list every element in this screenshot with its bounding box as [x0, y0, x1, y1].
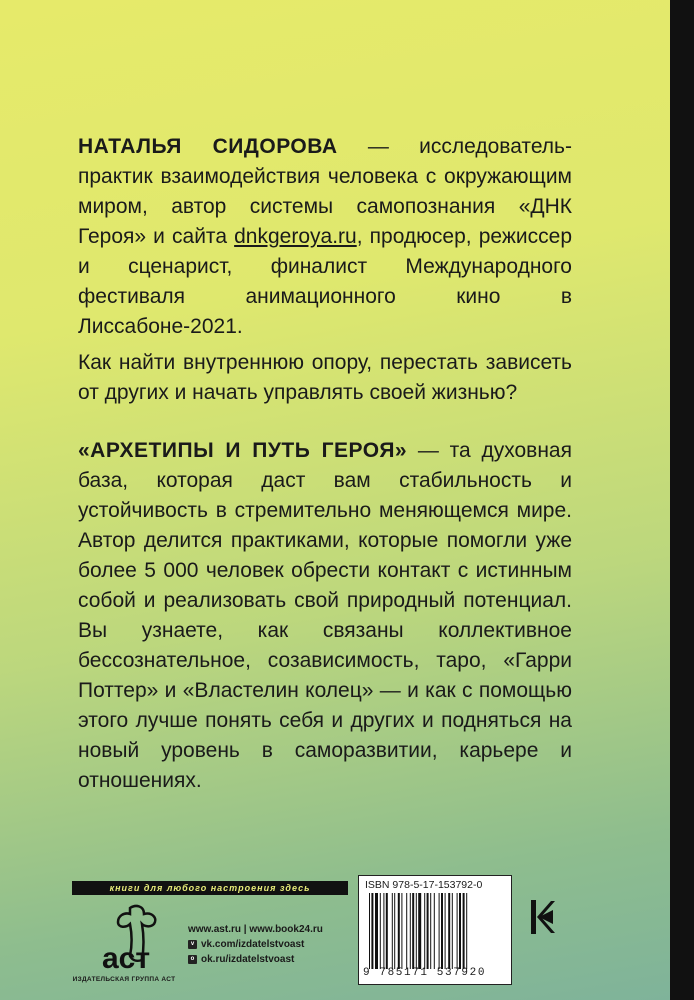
tagline-bar: книги для любого настроения здесь [72, 881, 348, 895]
k-publisher-icon [527, 898, 557, 936]
barcode-bar [439, 893, 440, 969]
ok-icon: o [188, 955, 197, 964]
barcode-bar [406, 893, 407, 969]
barcode-bar [463, 893, 465, 969]
barcode-bar [466, 893, 467, 969]
ok-link[interactable]: ok.ru/izdatelstvoast [201, 954, 295, 965]
book-title: «АРХЕТИПЫ И ПУТЬ ГЕРОЯ» [78, 439, 408, 462]
vk-link[interactable]: vk.com/izdatelstvoast [201, 939, 305, 950]
author-website-link[interactable]: dnkgeroya.ru [234, 225, 357, 248]
barcode-bar [418, 893, 421, 969]
barcode-bar [459, 893, 461, 969]
vk-icon: v [188, 940, 197, 949]
vk-row [188, 937, 323, 952]
question-paragraph: Как найти внутреннюю опору, перестать зависеть от других и начать управлять своей жизнью? [78, 351, 572, 404]
publisher-label: ИЗДАТЕЛЬСКАЯ ГРУППА АСТ [72, 976, 176, 983]
barcode-bar [430, 893, 431, 969]
barcode-bar [457, 893, 458, 969]
barcode-bar [427, 893, 429, 969]
barcode-bar [375, 893, 378, 969]
barcode-bar [371, 893, 373, 969]
author-name: НАТАЛЬЯ СИДОРОВА [78, 135, 338, 158]
barcode-number: 9 785171 537920 [363, 967, 487, 979]
barcode-bar [392, 893, 393, 969]
barcode-bar [383, 893, 384, 969]
author-bio-end: , продюсер, режиссер и сценарист, финалист Международного фестиваля анимационного кино в Лиссабоне-2021. [78, 225, 572, 338]
ast-logo-text: аст [102, 942, 151, 975]
barcode-bar [386, 893, 388, 969]
barcode-bar [424, 893, 425, 969]
ast-logo-icon [72, 902, 174, 976]
author-paragraph [78, 132, 572, 342]
author-bio-start: — исследователь-практик взаимодействия человека с окружающим миром, автор системы самопознания «ДНК Героя» и сайта [78, 135, 572, 248]
websites-text[interactable]: www.ast.ru | www.book24.ru [188, 924, 323, 935]
barcode-bar [401, 893, 402, 969]
description-text: — та духовная база, которая даст вам стабильность и устойчивость в стремительно меняющемся мире. Автор делится практиками, которые помогли уже более 5 000 человек обрести контакт с истинным собой и реализовать свой природный потенциал. Вы узнаете, как связаны коллективное бессознательное, созависимость, таро, «Гарри Поттер» и «Властелин колец» — и как с помощью этого лучше понять себя и других и подняться на новый уровень в саморазвитии, карьере и отношениях. [78, 439, 572, 792]
barcode-bar [416, 893, 417, 969]
barcode-bar [398, 893, 400, 969]
ok-row [188, 952, 323, 967]
barcode-bar [412, 893, 414, 969]
description-paragraph [78, 436, 572, 796]
barcode-bar [380, 893, 381, 969]
barcode-bar [445, 893, 446, 969]
barcode-bar [448, 893, 450, 969]
barcode-bar [441, 893, 443, 969]
barcode-bar [452, 893, 453, 969]
barcode-bar [410, 893, 411, 969]
publisher-links [188, 922, 323, 967]
book-spine [670, 0, 694, 1000]
isbn-barcode-box [358, 875, 512, 985]
barcode-bar [434, 893, 435, 969]
barcode-bar [394, 893, 395, 969]
barcode-bar [369, 893, 370, 969]
isbn-text: ISBN 978-5-17-153792-0 [365, 879, 483, 891]
barcode-icon [367, 893, 503, 969]
websites-row [188, 922, 323, 937]
